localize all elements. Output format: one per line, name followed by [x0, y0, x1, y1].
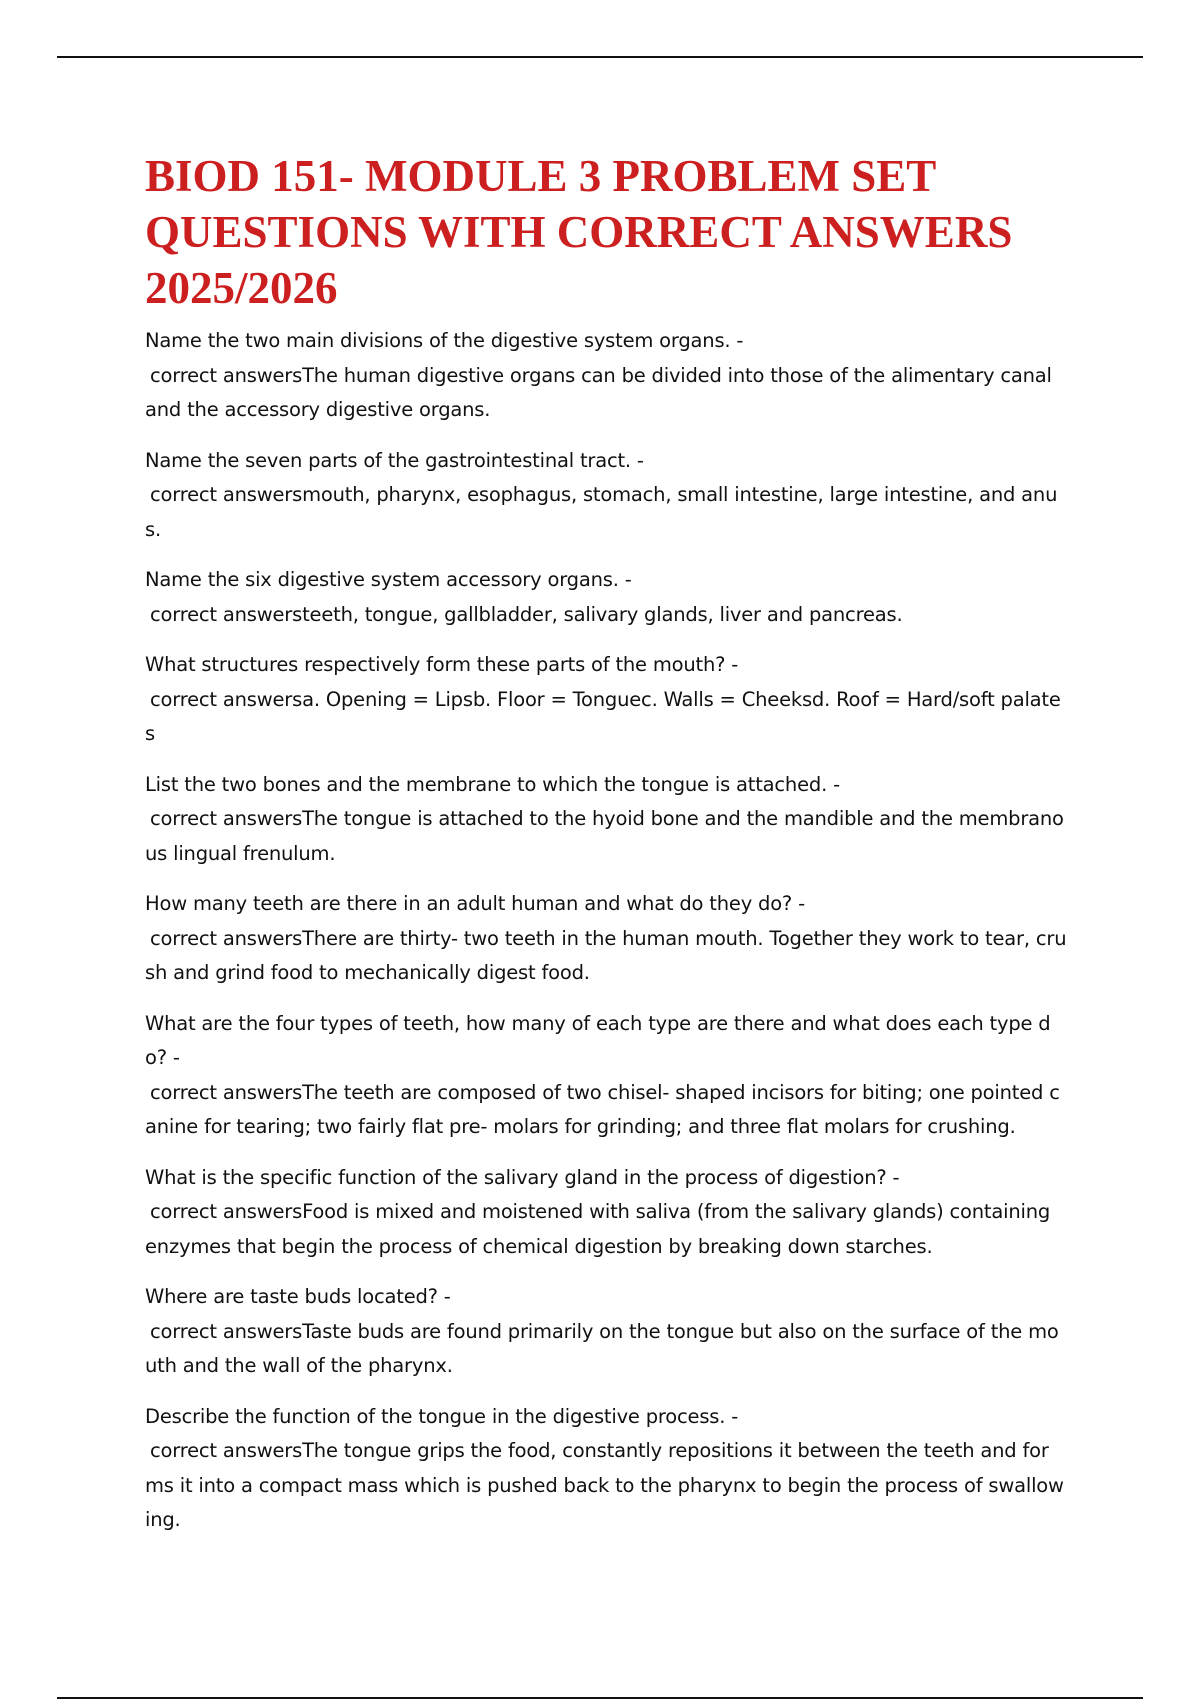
answer-text: The tongue grips the food, constantly repositions it between the teeth and forms it into a compact mass which is pushed back to the pharynx to begin the process of swallowing. — [145, 1439, 1064, 1531]
question-text: What are the four types of teeth, how many of each type are there and what does each type do? - — [145, 1011, 1051, 1069]
qa-item-5 — [145, 768, 1067, 872]
answer-text: a. Opening = Lipsb. Floor = Tonguec. Walls = Cheeksd. Roof = Hard/soft palates — [145, 687, 1061, 745]
qa-item-1 — [145, 324, 1067, 428]
answer-text: The tongue is attached to the hyoid bone and the mandible and the membranous lingual frenulum. — [145, 807, 1064, 865]
answer-text: The human digestive organs can be divided into those of the alimentary canal and the accessory digestive organs. — [145, 363, 1052, 421]
answer-label: correct answers — [150, 483, 303, 506]
question-text: Where are taste buds located? - — [145, 1285, 451, 1308]
answer-block — [145, 922, 1067, 991]
document-title: BIOD 151- MODULE 3 PROBLEM SET QUESTIONS WITH CORRECT ANSWERS 2025/2026 — [145, 151, 1013, 313]
answer-text: mouth, pharynx, esophagus, stomach, small intestine, large intestine, and anus. — [145, 483, 1058, 541]
question-text: What structures respectively form these parts of the mouth? - — [145, 653, 739, 676]
question-text: List the two bones and the membrane to which the tongue is attached. - — [145, 772, 840, 796]
answer-text: Food is mixed and moistened with saliva (from the salivary glands) containing enzymes that begin the process of chemical digestion by breaking down starches. — [145, 1200, 1051, 1258]
question-text: Name the two main divisions of the digestive system organs. - — [145, 329, 744, 352]
answer-block — [145, 802, 1067, 871]
qa-item-4 — [145, 648, 1067, 752]
answer-label: correct answers — [150, 363, 303, 387]
answer-block — [145, 598, 1067, 633]
answer-label: correct answers — [150, 687, 303, 711]
qa-item-2 — [145, 444, 1067, 548]
answer-block — [145, 683, 1067, 752]
answer-text: There are thirty- two teeth in the human mouth. Together they work to tear, crush and grind food to mechanically digest food. — [145, 926, 1067, 984]
answer-label: correct answers — [150, 1080, 303, 1104]
answer-label: correct answers — [150, 926, 303, 950]
bottom-divider — [57, 1697, 1143, 1699]
question-text: Name the seven parts of the gastrointestinal tract. - — [145, 448, 644, 472]
question-text: Name the six digestive system accessory organs. - — [145, 568, 632, 591]
answer-block — [145, 1076, 1067, 1145]
answer-text: Taste buds are found primarily on the tongue but also on the surface of the mouth and the wall of the pharynx. — [145, 1319, 1059, 1377]
answer-text: The teeth are composed of two chisel- shaped incisors for biting; one pointed canine for tearing; two fairly flat pre- molars for grinding; and three flat molars for crushing. — [145, 1080, 1060, 1138]
answer-block — [145, 478, 1067, 547]
qa-item-10 — [145, 1400, 1067, 1538]
answer-block — [145, 1434, 1067, 1538]
answer-text: teeth, tongue, gallbladder, salivary glands, liver and pancreas. — [302, 602, 903, 626]
answer-label: correct answers — [150, 807, 303, 830]
answer-label: correct answers — [150, 1439, 303, 1462]
question-text: Describe the function of the tongue in the digestive process. - — [145, 1404, 739, 1428]
qa-item-6 — [145, 887, 1067, 991]
answer-block — [145, 1195, 1067, 1264]
qa-item-3 — [145, 563, 1067, 632]
document-body — [145, 148, 1067, 1554]
question-text: How many teeth are there in an adult human and what do they do? - — [145, 892, 805, 915]
top-divider — [57, 56, 1143, 58]
question-text: What is the specific function of the salivary gland in the process of digestion? - — [145, 1165, 900, 1189]
qa-item-9 — [145, 1280, 1067, 1384]
answer-block — [145, 359, 1067, 428]
qa-item-8 — [145, 1161, 1067, 1265]
answer-label: correct answers — [150, 1319, 303, 1343]
qa-item-7 — [145, 1007, 1067, 1145]
answer-label: correct answers — [150, 602, 303, 626]
answer-label: correct answers — [150, 1200, 303, 1223]
answer-block — [145, 1315, 1067, 1384]
